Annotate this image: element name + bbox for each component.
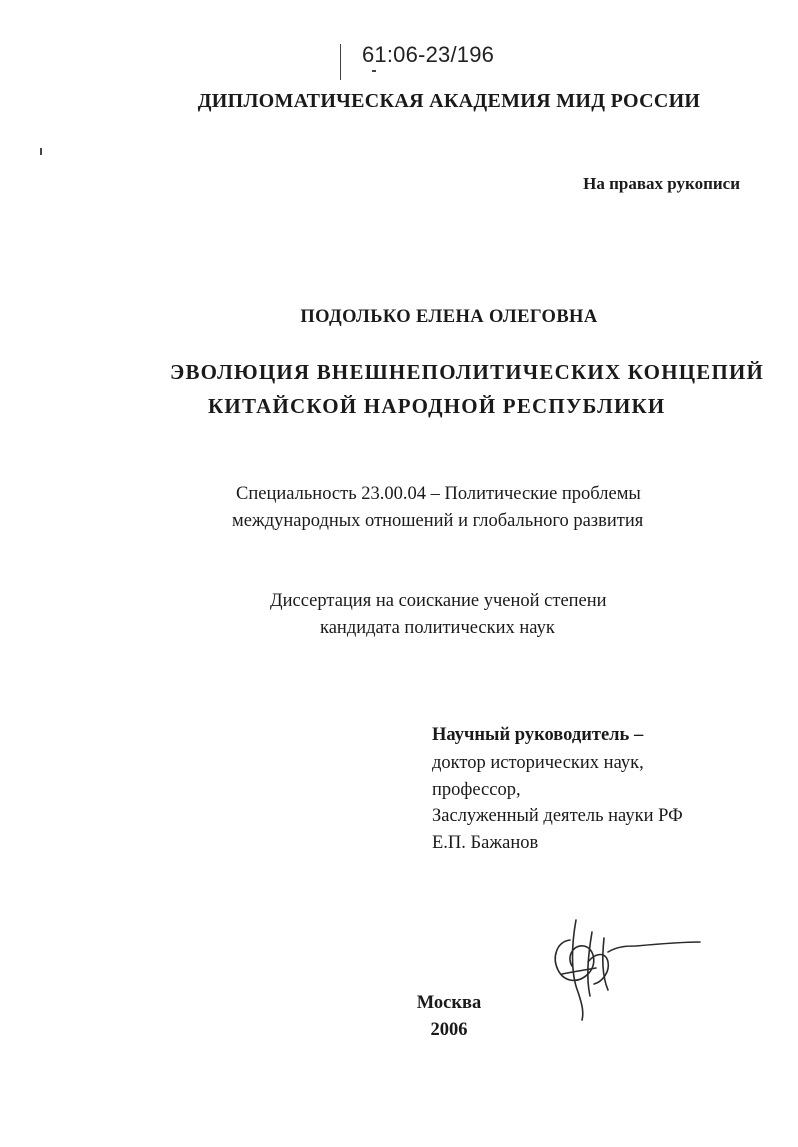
rights-note: На правах рукописи	[583, 174, 740, 193]
dissertation-title-line-2: КИТАЙСКОЙ НАРОДНОЙ РЕСПУБЛИКИ	[208, 394, 666, 418]
institution-name: ДИПЛОМАТИЧЕСКАЯ АКАДЕМИЯ МИД РОССИИ	[197, 90, 701, 112]
year: 2006	[430, 1020, 468, 1040]
catalog-number: 61:06-23/196	[362, 42, 495, 67]
advisor-heading: Научный руководитель –	[432, 725, 644, 745]
scan-mark	[372, 70, 376, 72]
advisor-degree: доктор исторических наук,	[432, 753, 644, 773]
author-name: ПОДОЛЬКО ЕЛЕНА ОЛЕГОВНА	[300, 307, 598, 327]
city: Москва	[416, 993, 482, 1013]
degree-line-2: кандидата политических наук	[320, 618, 555, 638]
specialty-line-1: Специальность 23.00.04 – Политические проблемы	[236, 484, 641, 504]
scan-mark	[340, 44, 341, 80]
advisor-rank: профессор,	[432, 780, 521, 800]
scan-mark	[40, 148, 42, 155]
advisor-name: Е.П. Бажанов	[432, 833, 539, 853]
advisor-honorary-title: Заслуженный деятель науки РФ	[432, 806, 683, 826]
degree-line-1: Диссертация на соискание ученой степени	[270, 591, 607, 611]
dissertation-title-line-1: ЭВОЛЮЦИЯ ВНЕШНЕПОЛИТИЧЕСКИХ КОНЦЕПИЙ	[170, 360, 765, 384]
specialty-line-2: международных отношений и глобального развития	[232, 511, 644, 531]
